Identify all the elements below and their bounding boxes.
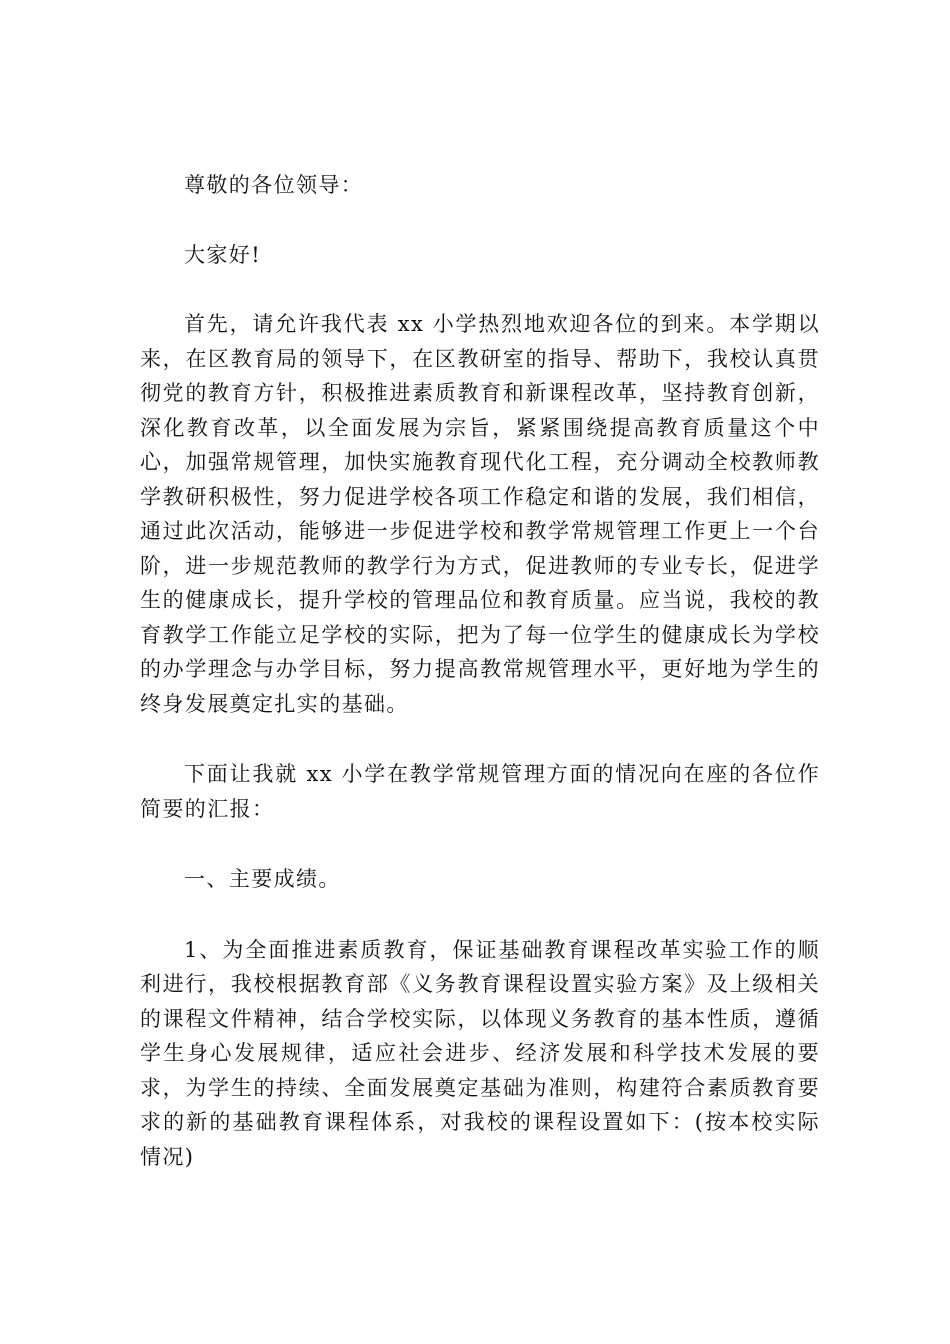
salutation: 尊敬的各位领导： xyxy=(184,173,364,197)
section-heading: 一、主要成绩。 xyxy=(184,867,341,891)
greeting: 大家好! xyxy=(184,242,262,267)
paragraph-spacer xyxy=(140,721,820,757)
document-page xyxy=(140,168,820,1174)
paragraph-spacer xyxy=(140,826,820,862)
intro-paragraph: 首先，请允许我代表 xx 小学热烈地欢迎各位的到来。本学期以来，在区教育局的领导下，在区教研室的指导、帮助下，我校认真贯彻党的教育方针，积极推进素质教育和新课程改革，坚持教育创新，深化教育改革，以全面发展为宗旨，紧紧围绕提高教育质量这个中心，加强常规管理，加快实施教育现代化工程，充分调动全校教师教学教研积极性，努力促进学校各项工作稳定和谐的发展，我们相信，通过此次活动，能够进一步促进学校和教学常规管理工作更上一个台阶，进一步规范教师的教学行为方式，促进教师的专业专长，促进学生的健康成长，提升学校的管理品位和教育质量。应当说，我校的教育教学工作能立足学校的实际，把为了每一位学生的健康成长为学校的办学理念与办学目标，努力提高教常规管理水平，更好地为学生的终身发展奠定扎实的基础。 xyxy=(140,312,820,716)
item-1-paragraph: 1、为全面推进素质教育，保证基础教育课程改革实验工作的顺利进行，我校根据教育部《义务教育课程设置实验方案》及上级相关的课程文件精神，结合学校实际，以体现义务教育的基本性质，遵循学生身心发展规律，适应社会进步、经济发展和科学技术发展的要求，为学生的持续、全面发展奠定基础为准则，构建符合素质教育要求的新的基础教育课程体系，对我校的课程设置如下：(按本校实际情况) xyxy=(140,937,820,1169)
report-intro-paragraph: 下面让我就 xx 小学在教学常规管理方面的情况向在座的各位作简要的汇报： xyxy=(140,762,820,821)
paragraph-spacer xyxy=(140,897,820,933)
paragraph-spacer xyxy=(140,272,820,307)
paragraph-spacer xyxy=(140,203,820,238)
